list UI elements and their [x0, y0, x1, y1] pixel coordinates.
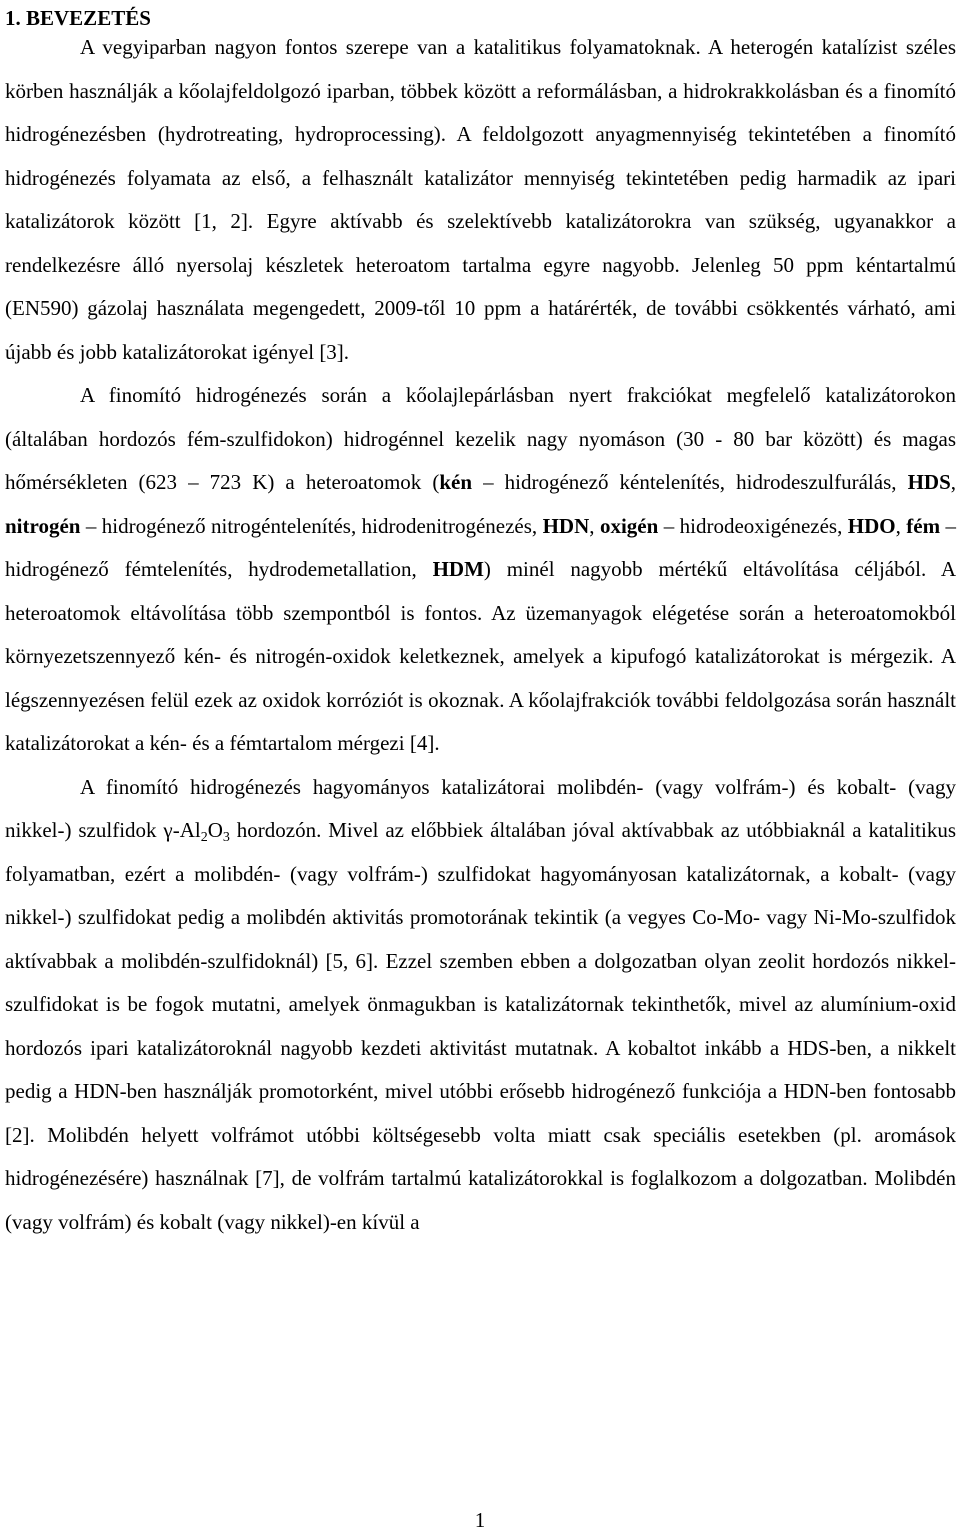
text-run: ,	[950, 470, 956, 494]
bold-term-oxigen: oxigén	[599, 513, 659, 538]
subscript: 2	[200, 830, 208, 845]
text-run: O	[207, 818, 223, 842]
page-number: 1	[474, 1508, 486, 1532]
bold-term-fem: fém	[906, 513, 941, 538]
text-run: hordozón. Mivel az előbbiek általában jóval aktívabbak az utóbbiaknál a katalitikus folyamatban, ezért a molibdén- (vagy volfrám-) szulfidokat hagyományosan katalizátornak, a kobalt- (vagy nikkel-) szulfidokat pedig a molibdén aktivitás promotorának tekintik (a vegyes Co-Mo- vagy Ni-Mo-szulfidok aktívabbak a molibdén-szulfidoknál) [5, 6]. Ezzel szemben ebben a dolgozatban olyan zeolit hordozós nikkel-szulfidokat is be fogok mutatni, amelyek önmagukban is katalizátornak tekinthetők, mivel az alumínium-oxid hordozós ipari katalizátoroknál nagyobb kezdeti aktivitást mutatnak. A kobaltot inkább a HDS-ben, a nikkelt pedig a HDN-ben használják promotorként, mivel utóbbi erősebb hidrogénező funkciója a HDN-ben fontosabb [2]. Molibdén helyett volfrámot utóbbi költségesebb volta miatt csak speciális esetekben (pl. aromások hidrogénezésére) használnak [7], de volfrám tartalmú katalizátorokkal is foglalkozom a dolgozatban. Molibdén (vagy volfrám) és kobalt (vagy nikkel)-en kívül a	[5, 818, 956, 1234]
bold-term-hds: HDS	[907, 470, 951, 494]
bold-term-hdm: HDM	[432, 557, 484, 581]
bold-term-nitrogen: nitrogén	[5, 513, 81, 538]
document-body	[5, 26, 956, 1244]
subscript: 3	[222, 830, 230, 845]
text-run: ,	[589, 513, 600, 538]
text-run: ) minél nagyobb mértékű eltávolítása céljából. A heteroatomok eltávolítása több szempontból is fontos. Az üzemanyagok elégetése során a heteroatomokból környezetszennyező kén- és nitrogén-oxidok keletkeznek, amelyek a kipufogó katalizátorokat is mérgezik. A légszennyezésen felül ezek az oxidok korróziót is okoznak. A kőolajfrakciók további feldolgozása során használt katalizátorokat a kén- és a fémtartalom mérgezi [4].	[5, 557, 956, 755]
section-heading: 1. BEVEZETÉS	[5, 6, 151, 30]
bold-term-ken: kén	[439, 470, 473, 494]
text-run: ,	[895, 513, 907, 538]
text-run: – hidrogénező nitrogéntelenítés, hidrodenitrogénezés,	[80, 513, 543, 538]
paragraph-1: A vegyiparban nagyon fontos szerepe van a katalitikus folyamatoknak. A heterogén katalízist széles körben használják a kőolajfeldolgozó iparban, többek között a reformálásban, a hidrokrakkolásban és a finomító hidrogénezésben (hydrotreating, hydroprocessing). A feldolgozott anyagmennyiség tekintetében a finomító hidrogénezés folyamata az első, a felhasznált katalizátor mennyiség tekintetében pedig harmadik az ipari katalizátorok között [1, 2]. Egyre aktívabb és szelektívebb katalizátorokra van szükség, ugyanakkor a rendelkezésre álló nyersolaj készletek heteroatom tartalma egyre nagyobb. Jelenleg 50 ppm kéntartalmú (EN590) gázolaj használata megengedett, 2009-től 10 ppm a határérték, de további csökkentés várható, ami újabb és jobb katalizátorokat igényel [3].	[5, 35, 956, 364]
text-run: – hidrogénező fémtelenítés, hydrodemetallation,	[5, 513, 957, 581]
bold-term-hdo: HDO	[847, 513, 896, 538]
text-run: – hidrogénező kéntelenítés, hidrodeszulfurálás,	[472, 470, 908, 494]
paragraph-2	[5, 374, 956, 766]
bold-term-hdn: HDN	[542, 513, 590, 538]
text-run: A finomító hidrogénezés során a kőolajlepárlásban nyert frakciókat megfelelő katalizátorokon (általában hordozós fém-szulfidokon) hidrogénnel kezelik nagy nyomáson (30 - 80 bar között) és magas hőmérsékleten (623 – 723 K) a heteroatomok (	[5, 383, 956, 494]
paragraph-3	[5, 766, 956, 1245]
text-run: A finomító hidrogénezés hagyományos katalizátorai molibdén- (vagy volfrám-) és kobalt- (vagy nikkel-) szulfidok γ-Al	[5, 774, 956, 842]
text-run: – hidrodeoxigénezés,	[658, 513, 848, 538]
